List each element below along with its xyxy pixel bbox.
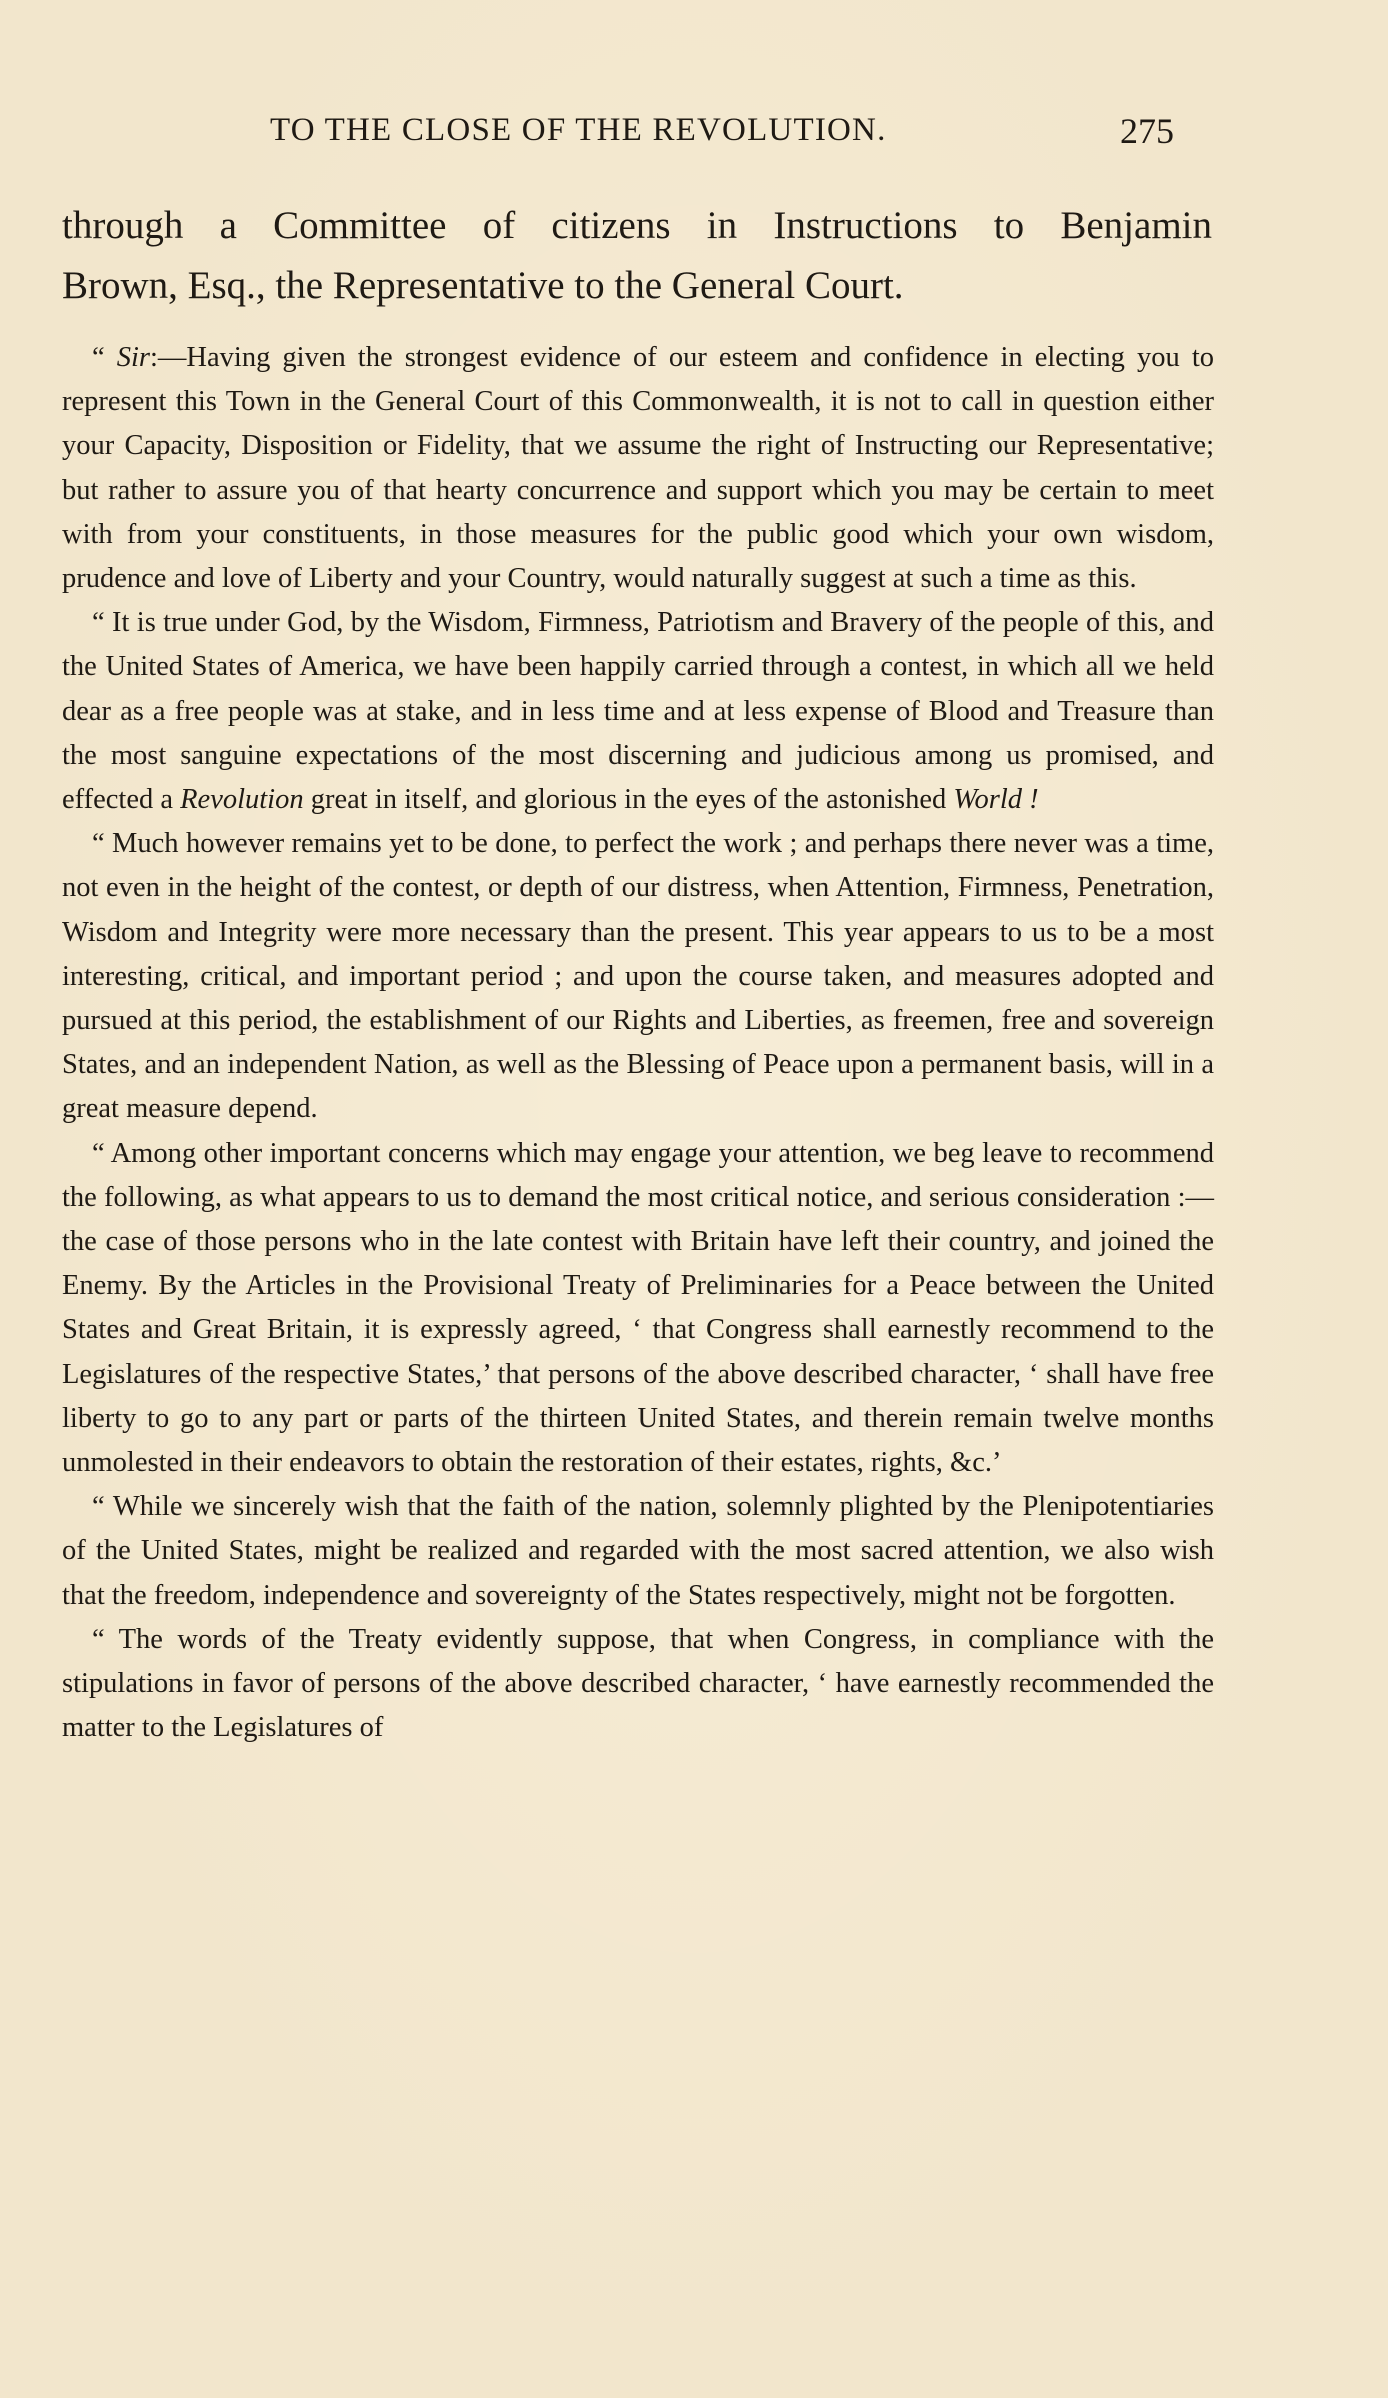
paragraph [62, 822, 1214, 1131]
italic-text: Sir [116, 342, 150, 373]
text-run: “ It is true under God, by the Wisdom, Firmness, Patriotism and Bravery of the people of this, and the United States of America, we have been happily carried through a contest, in which all we held dear as a free people was at stake, and in less time and at less expense of Blood and Treasure than the most sanguine expectations of the most discerning and judicious among us promised, and effected a [62, 607, 1214, 816]
paragraph [62, 1618, 1214, 1751]
lead-line: through a Committee of citizens in Instructions to Benjamin [62, 204, 1212, 247]
body-text [62, 336, 1214, 1751]
text-run: :—Having given the strongest evidence of our esteem and confidence in electing you to represent this Town in the General Court of this Commonwealth, it is not to call in question either your Capacity, Disposition or Fidelity, that we assume the right of Instructing our Representative; but rather to assure you of that hearty concurrence and support which you may be certain to meet with from your constituents, in those measures for the public good which your own wisdom, prudence and love of Liberty and your Country, would naturally suggest at such a time as this. [62, 342, 1214, 595]
italic-text: World ! [953, 784, 1039, 816]
text-run: “ [92, 342, 117, 373]
paragraph [62, 1132, 1214, 1486]
text-run: “ Much however remains yet to be done, to perfect the work ; and perhaps there never was a time, not even in the height of the contest, or depth of our distress, when Attention, Firmness, Penetration, Wisdom and Integrity were more necessary than the present. This year appears to us to be a most interesting, critical, and important period ; and upon the course taken, and measures adopted and pursued at this period, the establishment of our Rights and Liberties, as freemen, free and sovereign States, and an independent Nation, as well as the Blessing of Peace upon a permanent basis, will in a great measure depend. [62, 828, 1214, 1125]
paragraph [62, 336, 1214, 601]
text-run: “ While we sincerely wish that the faith of the nation, solemnly plighted by the Plenipotentiaries of the United States, might be realized and regarded with the most sacred attention, we also wish that the freedom, independence and sovereignty of the States respectively, might not be forgotten. [62, 1491, 1214, 1611]
lead-line: Brown, Esq., the Representative to the General Court. [62, 264, 904, 307]
italic-text: Revolution [180, 784, 304, 816]
running-head [0, 112, 1388, 152]
text-run: great in itself, and glorious in the eyes of the astonished [303, 784, 954, 816]
lead-text [62, 196, 1212, 316]
text-run: “ The words of the Treaty evidently suppose, that when Congress, in compliance with the stipulations in favor of persons of the above described character, ‘ have earnestly recommended the matter to the Legislatures of [62, 1623, 1214, 1744]
paragraph [62, 1485, 1214, 1618]
text-run: “ Among other important concerns which may engage your attention, we beg leave to recommend the following, as what appears to us to demand the most critical notice, and serious consideration :—the case of those persons who in the late contest with Britain have left their country, and joined the Enemy. By the Articles in the Provisional Treaty of Preliminaries for a Peace between the United States and Great Britain, it is expressly agreed, ‘ that Congress shall earnestly recommend to the Legislatures of the respective States,’ that persons of the above described character, ‘ shall have free liberty to go to any part or parts of the thirteen United States, and therein remain twelve months unmolested in their endeavors to obtain the restoration of their estates, rights, &c.’ [62, 1137, 1214, 1479]
page-number: 275 [1120, 111, 1174, 151]
running-title: TO THE CLOSE OF THE REVOLUTION. [270, 112, 887, 148]
paragraph [62, 601, 1214, 822]
